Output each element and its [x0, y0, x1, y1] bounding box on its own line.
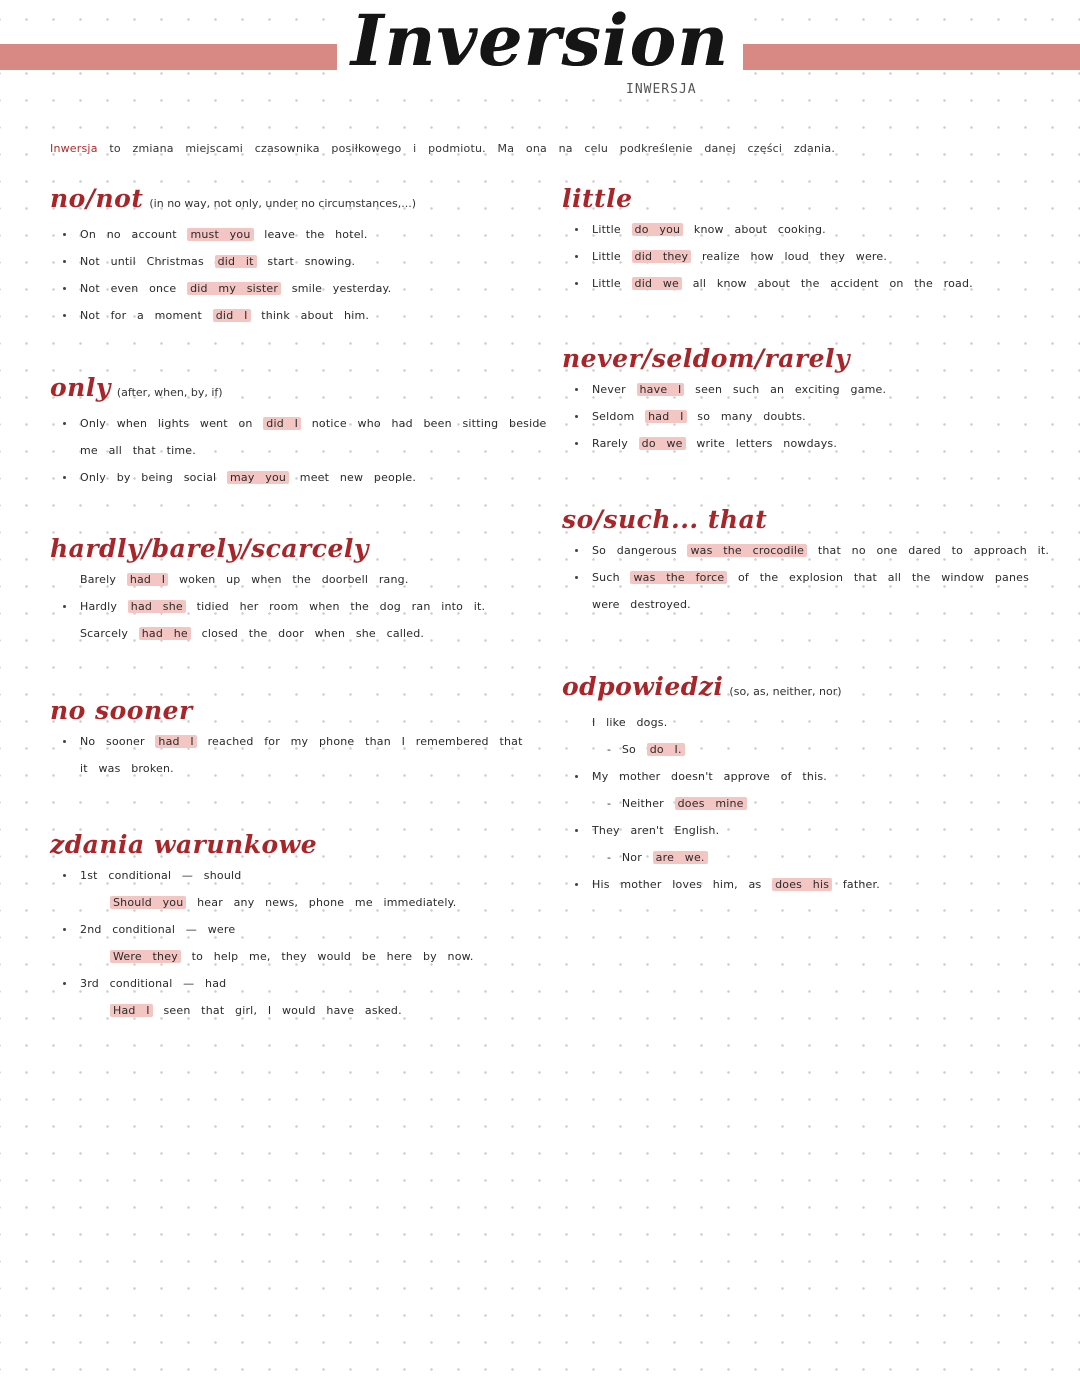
- list-item: - Nor are we.: [562, 844, 1072, 871]
- example-list: [50, 221, 550, 329]
- example-list: [562, 376, 1072, 457]
- list-item: Such was the force of the explosion that all the window panes: [562, 564, 1072, 591]
- section-heading: never/seldom/rarely: [562, 344, 851, 373]
- list-item: Not for a moment did I think about him.: [50, 302, 550, 329]
- list-item: 1st conditional — should: [50, 862, 550, 889]
- section-heading: no/not (in no way, not only, under no circumstances,...): [50, 184, 417, 213]
- list-item: His mother loves him, as does his father.: [562, 871, 1072, 898]
- list-item: Never have I seen such an exciting game.: [562, 376, 1072, 403]
- list-item: I like dogs.: [592, 716, 668, 729]
- example-list: [50, 566, 550, 647]
- list-item: My mother doesn't approve of this.: [562, 763, 1072, 790]
- intro-paragraph: [50, 142, 1050, 155]
- section-no-not: [50, 182, 550, 329]
- list-item: - So do I.: [562, 736, 1072, 763]
- example-list: [50, 728, 550, 782]
- section-heading: hardly/barely/scarcely: [50, 534, 369, 563]
- list-item: Only when lights went on did I notice who had been sitting beside: [50, 410, 550, 437]
- list-item: So dangerous was the crocodile that no one dared to approach it.: [562, 537, 1072, 564]
- section-heading: odpowiedzi (so, as, neither, nor): [562, 672, 842, 701]
- list-item: Little did they realize how loud they were.: [562, 243, 1072, 270]
- list-item: Only by being social may you meet new people.: [50, 464, 550, 491]
- section-heading: only (after, when, by, if): [50, 373, 223, 402]
- example-list: [562, 216, 1072, 297]
- list-item: Little do you know about cooking.: [562, 216, 1072, 243]
- list-item: Not until Christmas did it start snowing.: [50, 248, 550, 275]
- example-list: [50, 410, 550, 491]
- list-item: Barely had I woken up when the doorbell rang.: [80, 573, 409, 586]
- list-item: Seldom had I so many doubts.: [562, 403, 1072, 430]
- section-only: [50, 371, 550, 491]
- example-list: [562, 709, 1072, 898]
- section-zdania-warunkowe: [50, 828, 550, 1024]
- list-item: Scarcely had he closed the door when she called.: [80, 627, 425, 640]
- section-little: [562, 182, 1072, 297]
- list-item: - Neither does mine: [562, 790, 1072, 817]
- list-item: No sooner had I reached for my phone than I remembered that: [50, 728, 550, 755]
- list-item: Not even once did my sister smile yesterday.: [50, 275, 550, 302]
- example-list: [562, 537, 1072, 618]
- intro-term: Inwersja: [50, 142, 98, 155]
- section-heading: no sooner: [50, 696, 193, 725]
- list-item: On no account must you leave the hotel.: [50, 221, 550, 248]
- list-item: 2nd conditional — were: [50, 916, 550, 943]
- list-item: it was broken.: [80, 762, 174, 775]
- section-heading: little: [562, 184, 633, 213]
- list-item: 3rd conditional — had: [50, 970, 550, 997]
- example-list: [50, 862, 550, 1024]
- page-subtitle: INWERSJA: [626, 82, 697, 97]
- list-item: Were they to help me, they would be here by now.: [50, 943, 550, 970]
- section-so-such-that: [562, 503, 1072, 618]
- intro-text: to zmiana miejscami czasownika posiłkowego i podmiotu. Ma ona na celu podkreślenie danej części zdania.: [109, 142, 836, 155]
- list-item: Little did we all know about the accident on the road.: [562, 270, 1072, 297]
- section-odpowiedzi: [562, 670, 1072, 898]
- section-no-sooner: [50, 694, 550, 782]
- section-heading: so/such... that: [562, 505, 768, 534]
- list-item: me all that time.: [80, 444, 196, 457]
- list-item: Had I seen that girl, I would have asked.: [50, 997, 550, 1024]
- section-heading: zdania warunkowe: [50, 830, 318, 859]
- page-title: Inversion: [0, 0, 1080, 86]
- section-hardly: [50, 532, 550, 647]
- list-item: Hardly had she tidied her room when the dog ran into it.: [50, 593, 550, 620]
- list-item: Should you hear any news, phone me immediately.: [50, 889, 550, 916]
- list-item: They aren't English.: [562, 817, 1072, 844]
- list-item: Rarely do we write letters nowdays.: [562, 430, 1072, 457]
- list-item: were destroyed.: [592, 598, 691, 611]
- section-never-seldom-rarely: [562, 342, 1072, 457]
